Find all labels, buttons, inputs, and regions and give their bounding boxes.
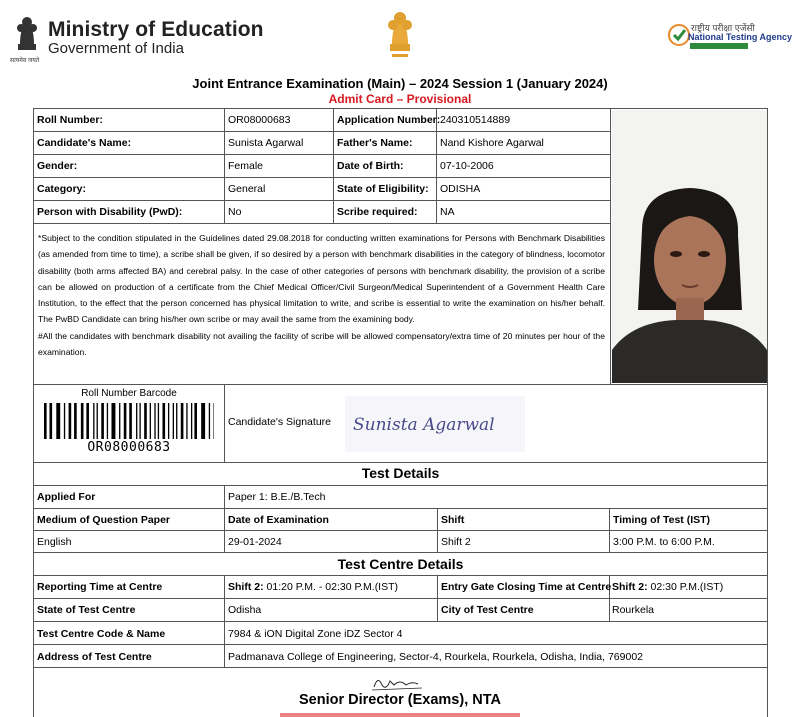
applied-for-label: Applied For xyxy=(37,491,96,503)
barcode-bar xyxy=(119,403,120,439)
candidate-photo-image xyxy=(612,110,767,383)
barcode-label: Roll Number Barcode xyxy=(81,388,177,399)
ashoka-emblem-icon xyxy=(383,6,417,64)
barcode-bar xyxy=(209,403,210,439)
barcode-bar xyxy=(168,403,169,439)
state-of-eligibility-label: State of Eligibility: xyxy=(337,183,429,195)
reporting-time: 01:20 P.M. - 02:30 P.M.(IST) xyxy=(263,581,399,593)
ministry-title: Ministry of Education xyxy=(48,18,264,41)
barcode-bar xyxy=(64,403,65,439)
barcode-bar xyxy=(129,403,132,439)
centre-state-value: Odisha xyxy=(228,604,262,616)
gate-closing-time: 02:30 P.M.(IST) xyxy=(647,581,724,593)
reporting-shift: Shift 2: xyxy=(228,581,264,593)
barcode-text: OR08000683 xyxy=(87,440,171,455)
admit-card-subtitle: Admit Card – Provisional xyxy=(328,92,472,106)
shift-label: Shift xyxy=(441,514,465,526)
barcode-bar xyxy=(81,403,84,439)
medium-value: English xyxy=(37,536,72,548)
barcode-bar xyxy=(136,403,137,439)
barcode-bar xyxy=(139,403,140,439)
barcode-bar xyxy=(150,403,151,439)
barcode-bar xyxy=(191,403,192,439)
category-label: Category: xyxy=(37,183,87,195)
page-header xyxy=(0,0,800,72)
barcode-bar xyxy=(97,403,98,439)
centre-address-value: Padmanava College of Engineering, Sector-4, Rourkela, Rourkela, Odisha, India, 769002 xyxy=(228,651,644,663)
roll-number-label: Roll Number: xyxy=(37,114,103,126)
application-number-label: Application Number: xyxy=(337,114,441,126)
note-paragraph-extra-time: #All the candidates with benchmark disability not availing the facility of scribe will be allowed compensatory/extra time of 20 minutes per hour of the examination. xyxy=(38,330,605,358)
director-title: Senior Director (Exams), NTA xyxy=(299,692,501,708)
reporting-time-value xyxy=(228,580,398,594)
medium-label: Medium of Question Paper xyxy=(37,514,171,526)
scribe-value: NA xyxy=(440,206,455,218)
barcode-bar xyxy=(93,403,94,439)
timing-label: Timing of Test (IST) xyxy=(613,514,711,526)
director-signature xyxy=(360,673,440,693)
candidate-name-value: Sunista Agarwal xyxy=(228,137,304,149)
barcode-bar xyxy=(186,403,187,439)
father-name-value: Nand Kishore Agarwal xyxy=(440,137,544,149)
barcode-bar xyxy=(74,403,77,439)
candidate-photo xyxy=(612,110,767,383)
barcode-bar xyxy=(144,403,147,439)
gate-shift: Shift 2: xyxy=(612,581,648,593)
signature-label: Candidate's Signature xyxy=(228,416,331,428)
pwd-guidelines-note xyxy=(38,230,605,360)
gender-label: Gender: xyxy=(37,160,78,172)
barcode-bar xyxy=(56,403,60,439)
barcode-bar xyxy=(124,403,127,439)
reporting-time-label: Reporting Time at Centre xyxy=(37,581,163,593)
barcode-bar xyxy=(201,403,205,439)
exam-date-value: 29-01-2024 xyxy=(228,536,282,548)
exam-date-label: Date of Examination xyxy=(228,514,329,526)
gate-closing-value xyxy=(612,580,723,594)
emblem-motto: सत्यमेव जयते xyxy=(10,58,40,64)
cropped-footer-text xyxy=(280,713,520,717)
barcode-bar xyxy=(213,403,214,439)
national-emblem-icon xyxy=(12,10,42,60)
shift-value: Shift 2 xyxy=(441,536,471,548)
centre-city-value: Rourkela xyxy=(612,604,655,616)
barcode-bar xyxy=(154,403,155,439)
nta-name: National Testing Agency xyxy=(688,32,793,42)
centre-code-label: Test Centre Code & Name xyxy=(37,628,166,640)
state-of-eligibility-value: ODISHA xyxy=(440,183,481,195)
gender-value: Female xyxy=(228,160,264,172)
exam-title: Joint Entrance Examination (Main) – 2024 Session 1 (January 2024) xyxy=(192,76,608,91)
barcode-bar xyxy=(173,403,174,439)
timing-value: 3:00 P.M. to 6:00 P.M. xyxy=(613,536,715,548)
dob-value: 07-10-2006 xyxy=(440,160,494,172)
barcode-bar xyxy=(194,403,197,439)
centre-address-label: Address of Test Centre xyxy=(37,651,152,663)
barcode-bar xyxy=(176,403,177,439)
barcode-bar xyxy=(44,403,47,439)
centre-code-value: 7984 & iON Digital Zone iDZ Sector 4 xyxy=(228,628,403,640)
nta-logo-icon xyxy=(668,24,690,46)
ministry-subtitle: Government of India xyxy=(48,40,184,57)
nta-logo-bar xyxy=(690,43,748,49)
candidate-name-label: Candidate's Name: xyxy=(37,137,132,149)
pwd-label: Person with Disability (PwD): xyxy=(37,206,183,218)
nta-hindi-name: राष्ट्रीय परीक्षा एजेंसी xyxy=(691,23,755,33)
test-centre-details-title: Test Centre Details xyxy=(337,556,464,572)
roll-number-barcode xyxy=(44,403,214,439)
test-details-title: Test Details xyxy=(361,465,440,481)
note-paragraph-scribe: *Subject to the condition stipulated in the Guidelines dated 29.08.2018 for conducting written examinations for Persons with Benchmark Disabilities (as amended from time to time), a scribe shall be given, if so desired by a person with benchmark disabilities in the category of blindness, locomotor disability (both arms affected BA) and cerebral palsy. In the case of other categories of persons with benchmark disability, the provision of a scribe can be allowed on production of a certificate from the Chief Medical Officer/Civil Surgeon/Medical Superintendent of a Government Health Care Institution, to the effect that the person concerned has physical limitation to write, and scribe is essential to write the examination on his/her behalf. The PwBD Candidate can bring his/her own scribe or may avail the same from the examining body. xyxy=(38,233,605,325)
applied-for-value: Paper 1: B.E./B.Tech xyxy=(228,491,326,503)
barcode-bar xyxy=(181,403,184,439)
barcode-bar xyxy=(101,403,104,439)
dob-label: Date of Birth: xyxy=(337,160,404,172)
centre-state-label: State of Test Centre xyxy=(37,604,136,616)
barcode-bar xyxy=(86,403,89,439)
centre-city-label: City of Test Centre xyxy=(441,604,534,616)
category-value: General xyxy=(228,183,266,195)
barcode-bar xyxy=(49,403,52,439)
barcode-bar xyxy=(107,403,108,439)
signature-handwriting: Sunista Agarwal xyxy=(353,415,495,435)
barcode-bar xyxy=(69,403,72,439)
scribe-label: Scribe required: xyxy=(337,206,418,218)
gate-closing-label: Entry Gate Closing Time at Centre xyxy=(441,581,612,593)
barcode-bar xyxy=(111,403,115,439)
candidate-signature xyxy=(345,396,525,452)
roll-number-value: OR08000683 xyxy=(228,114,291,126)
father-name-label: Father's Name: xyxy=(337,137,413,149)
application-number-value: 240310514889 xyxy=(440,114,511,126)
pwd-value: No xyxy=(228,206,242,218)
barcode-bar xyxy=(162,403,165,439)
barcode-bar xyxy=(158,403,159,439)
